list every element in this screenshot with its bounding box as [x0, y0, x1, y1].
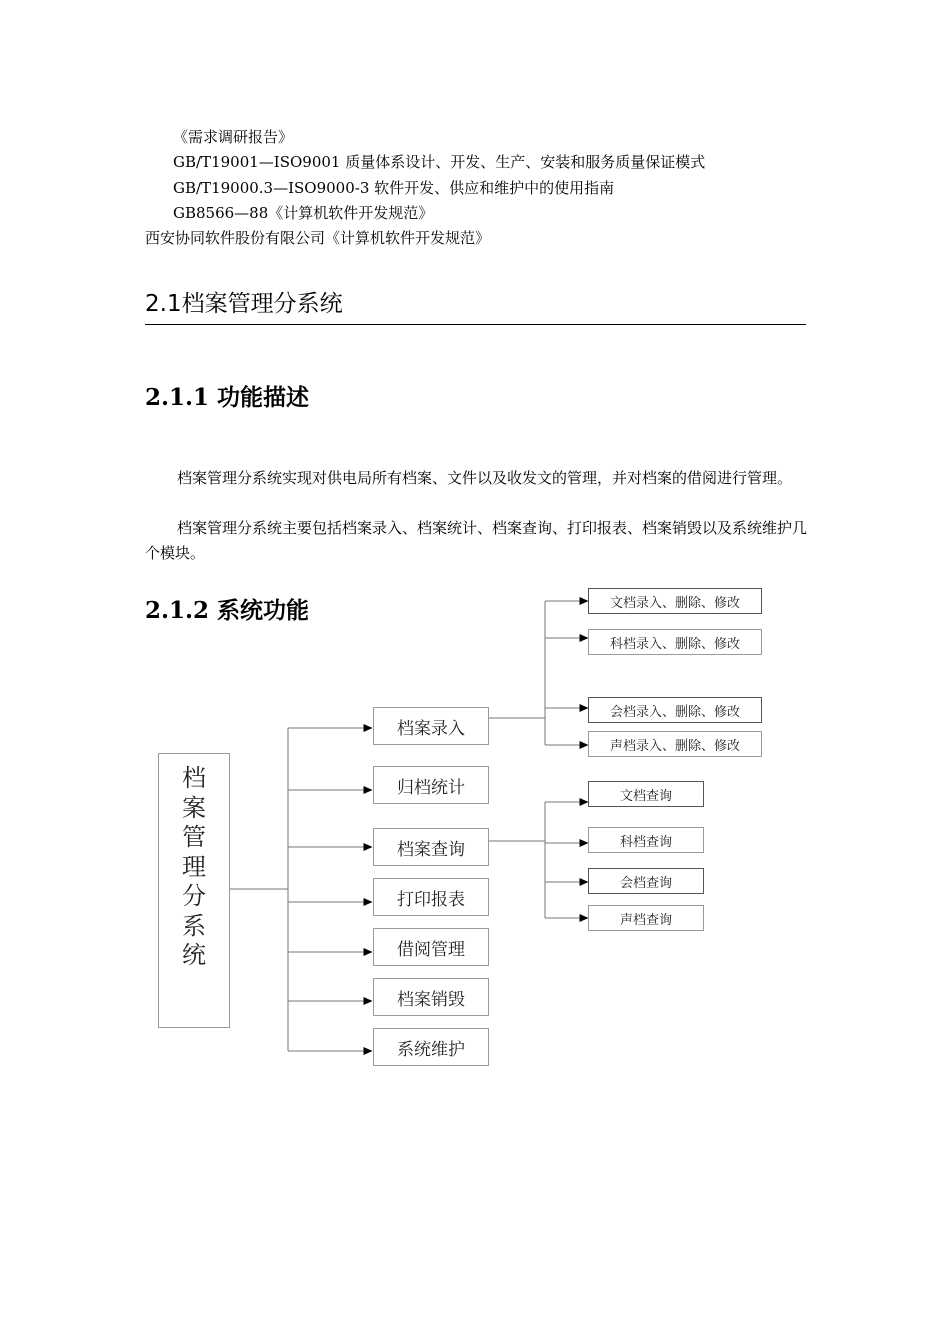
query-child-accounting: 会档查询 [588, 868, 704, 894]
reference-2: GB/T19001—ISO9001 质量体系设计、开发、生产、安装和服务质量保证模式 [173, 153, 706, 171]
root-char: 档 [182, 764, 206, 792]
root-char: 分 [182, 882, 206, 910]
paragraph-2: 档案管理分系统主要包括档案录入、档案统计、档案查询、打印报表、档案销毁以及系统维护几个模块。 [145, 519, 808, 562]
module-archive-query: 档案查询 [373, 828, 489, 866]
paragraph-1: 档案管理分系统实现对供电局所有档案、文件以及收发文的管理，并对档案的借阅进行管理。 [177, 469, 793, 487]
query-child-document: 文档查询 [588, 781, 704, 807]
entry-child-science: 科档录入、删除、修改 [588, 629, 762, 655]
reference-3: GB/T19000.3—ISO9000-3 软件开发、供应和维护中的使用指南 [173, 179, 615, 197]
module-archive-destruction: 档案销毁 [373, 978, 489, 1016]
module-print-report: 打印报表 [373, 878, 489, 916]
subsection-title-function-description: 2.1.1 功能描述 [145, 384, 310, 411]
module-archive-statistics: 归档统计 [373, 766, 489, 804]
root-char: 理 [182, 852, 206, 881]
root-char: 管 [182, 823, 206, 851]
module-archive-entry: 档案录入 [373, 707, 489, 745]
reference-4: GB8566—88《计算机软件开发规范》 [173, 204, 434, 222]
module-borrow-management: 借阅管理 [373, 928, 489, 966]
entry-child-accounting: 会档录入、删除、修改 [588, 697, 762, 723]
query-child-audio: 声档查询 [588, 905, 704, 931]
root-char: 案 [182, 793, 206, 822]
reference-1: 《需求调研报告》 [173, 128, 294, 146]
module-system-maintenance: 系统维护 [373, 1028, 489, 1066]
section-title: 2.1档案管理分系统 [145, 288, 806, 325]
reference-5: 西安协同软件股份有限公司《计算机软件开发规范》 [145, 229, 491, 247]
query-child-science: 科档查询 [588, 827, 704, 853]
diagram-root-box [158, 753, 230, 1028]
subsection-title-system-functions: 2.1.2 系统功能 [145, 597, 310, 624]
root-char: 系 [182, 911, 206, 940]
entry-child-document: 文档录入、删除、修改 [588, 588, 762, 614]
entry-child-audio: 声档录入、删除、修改 [588, 731, 762, 757]
root-char: 统 [182, 941, 206, 969]
